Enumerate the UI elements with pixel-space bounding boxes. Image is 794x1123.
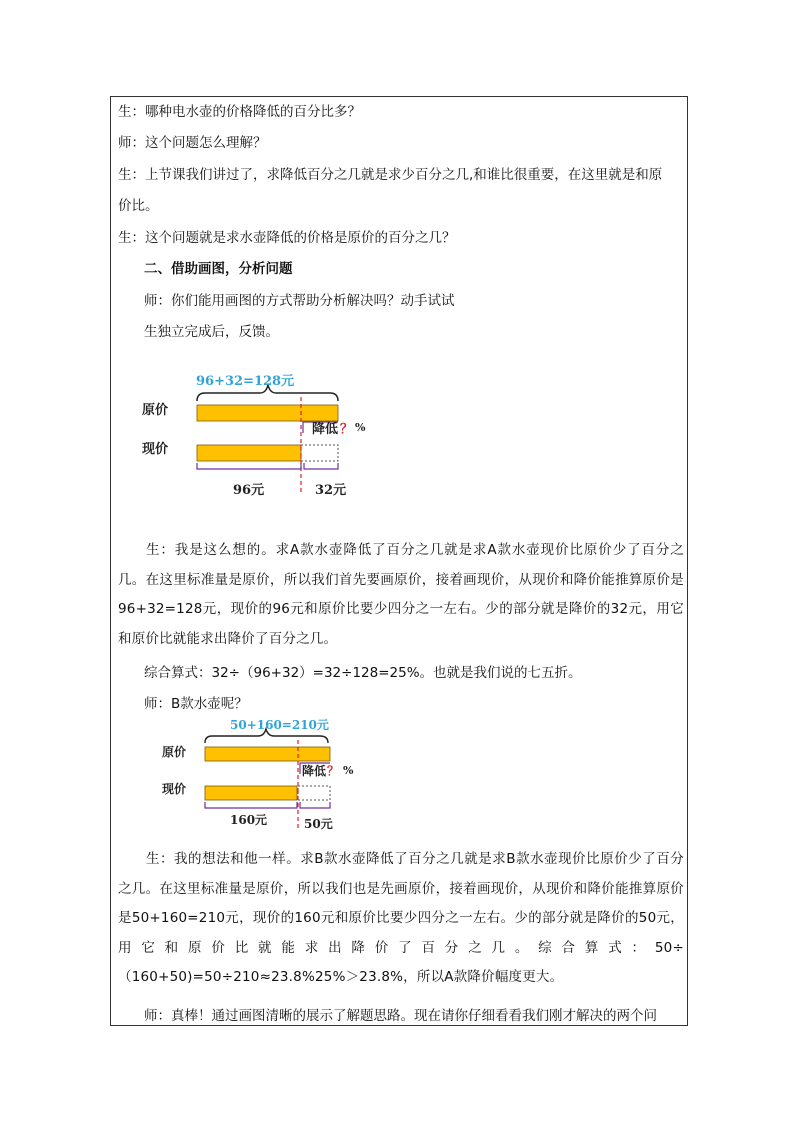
diagram-a-reduced-box xyxy=(301,445,338,461)
explanation-paragraph-a-text: 生：我是这么想的。求A款水壶降低了百分之几就是求A款水壶现价比原价少了百分之几。在这里标准量是原价，所以我们首先要画原价，接着画现价，从现价和降价能推算原价是96+32=128元，现价的96元和原价比要少四分之一左右。少的部分就是降价的32元，用它和原价比就能求出降价了百分之几。 xyxy=(118,542,684,647)
explanation-paragraph-a xyxy=(118,536,684,654)
diagram-a-original-bar xyxy=(197,405,338,421)
diagram-b xyxy=(150,712,380,837)
dialogue-line-7: 师：B款水壶呢？ xyxy=(144,696,248,712)
section-heading: 二、借助画图，分析问题 xyxy=(144,261,293,277)
dialogue-line-8: 师：真棒！通过画图清晰的展示了解题思路。现在请你仔细看看我们刚才解决的两个问 xyxy=(144,1008,657,1024)
diagram-a-question: ？ xyxy=(340,422,354,437)
diagram-b-percent: % xyxy=(343,764,354,777)
diagram-b-current-bracket xyxy=(205,802,297,808)
explanation-paragraph-b xyxy=(118,845,684,993)
diagram-a-reduced-bottom-bracket xyxy=(304,463,338,469)
dialogue-line-2: 师：这个问题怎么理解？ xyxy=(118,135,267,151)
diagram-a-percent: % xyxy=(355,421,366,434)
diagram-a-total: 96+32=128元 xyxy=(196,374,295,389)
explanation-paragraph-b-text: 生：我的想法和他一样。求B款水壶降低了百分之几就是求B款水壶现价比原价少了百分之几。在这里标准量是原价，所以我们也是先画原价，接着画现价，从现价和降价能推算原价是50+160=210元，现价的160元和原价比要少四分之一左右。少的部分就是降价的50元，用它和原价比就能求出降价了百分之几。综合算式：50÷（160+50)=50÷210≈23.8%25%＞23.8%，所以A款降价幅度更大。 xyxy=(118,851,684,985)
diagram-b-original-label: 原价 xyxy=(162,745,187,759)
diagram-a-current-value: 96元 xyxy=(233,483,265,498)
diagram-a-original-label: 原价 xyxy=(142,403,169,418)
diagram-a-current-bracket xyxy=(197,463,301,469)
diagram-b-reduced-bottom-bracket xyxy=(300,802,330,808)
dialogue-line-3a: 生：上节课我们讲过了，求降低百分之几就是求少百分之几,和谁比很重要，在这里就是和原 xyxy=(118,167,663,183)
diagram-b-current-label: 现价 xyxy=(162,782,187,796)
dialogue-line-1: 生：哪种电水壶的价格降低的百分比多？ xyxy=(118,104,361,120)
diagram-a-current-bar xyxy=(197,445,301,461)
formula-line-a: 综合算式：32÷（96+32）=32÷128=25%。也就是我们说的七五折。 xyxy=(144,665,582,681)
dialogue-line-6: 生独立完成后，反馈。 xyxy=(144,324,279,340)
dialogue-line-5: 师：你们能用画图的方式帮助分析解决吗？动手试试 xyxy=(144,293,455,309)
diagram-b-current-value: 160元 xyxy=(230,813,268,827)
diagram-b-reduced-value: 50元 xyxy=(304,817,333,831)
diagram-b-reduced-label: 降低 xyxy=(302,764,327,778)
diagram-a-reduced-label: 降低 xyxy=(312,422,339,437)
dialogue-line-4: 生：这个问题就是求水壶降低的价格是原价的百分之几？ xyxy=(118,230,456,246)
diagram-a-current-label: 现价 xyxy=(142,442,169,457)
diagram-a xyxy=(130,365,390,505)
diagram-b-total: 50+160=210元 xyxy=(230,718,329,732)
diagram-b-original-bar xyxy=(205,747,330,761)
diagram-a-reduced-value: 32元 xyxy=(315,483,347,498)
diagram-b-question: ？ xyxy=(327,764,340,778)
dialogue-line-3b: 价比。 xyxy=(118,198,159,214)
diagram-b-reduced-box xyxy=(298,786,330,800)
diagram-b-current-bar xyxy=(205,786,297,800)
